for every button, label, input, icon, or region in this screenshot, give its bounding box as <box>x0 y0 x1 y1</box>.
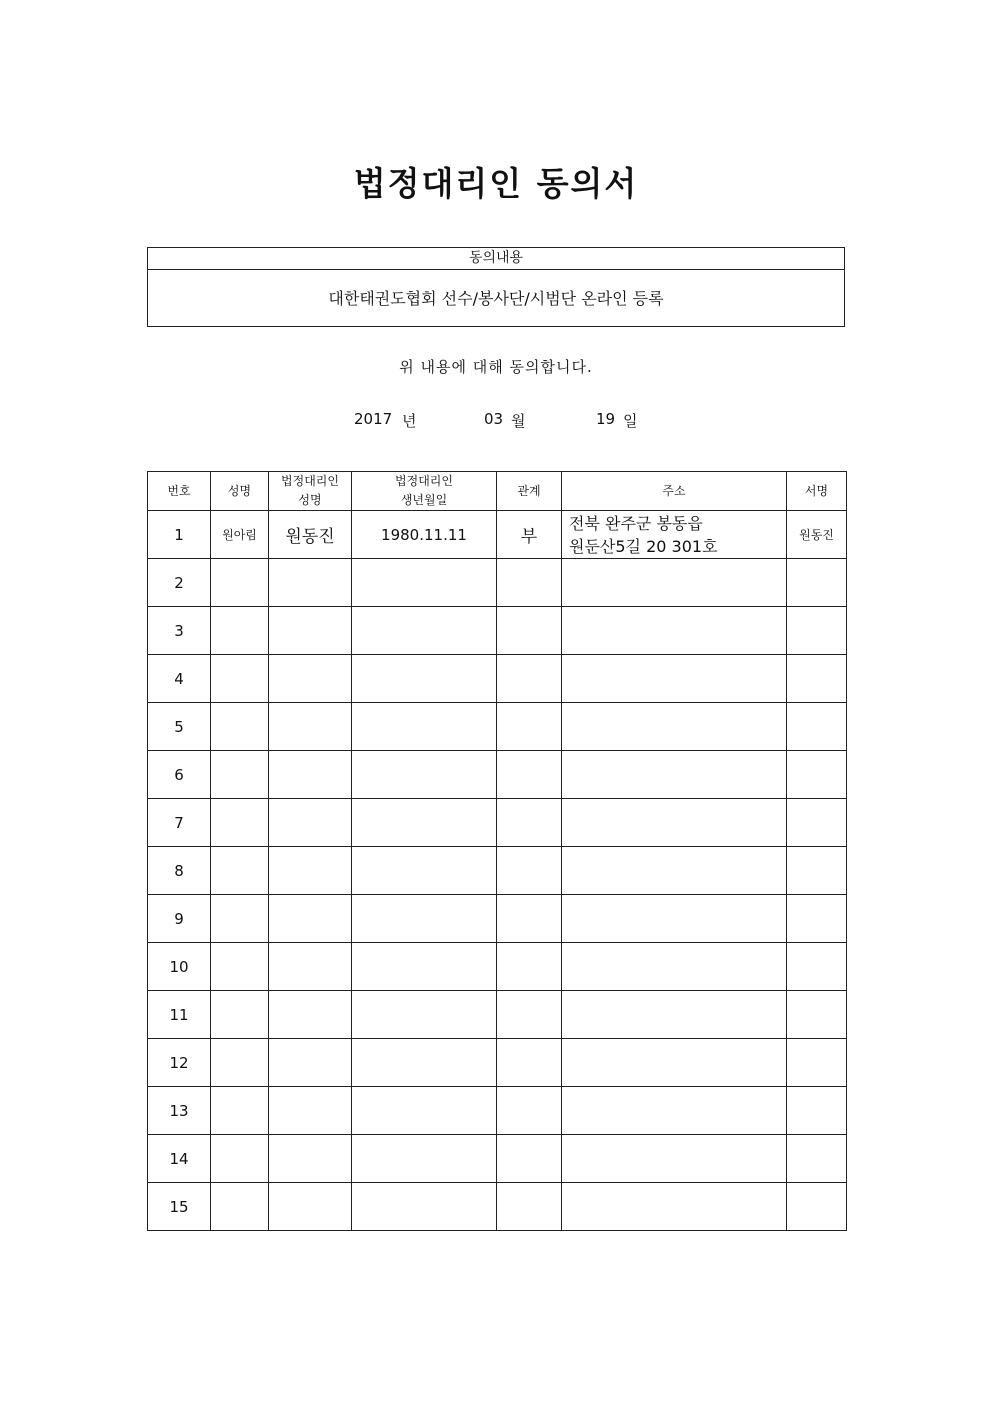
row-name <box>211 751 269 799</box>
row-name <box>211 799 269 847</box>
header-name: 성명 <box>211 472 269 511</box>
row-relation <box>497 895 562 943</box>
row-signature <box>787 607 847 655</box>
row-guardian-birth <box>352 895 497 943</box>
table-row <box>148 1087 847 1135</box>
row-guardian-birth <box>352 703 497 751</box>
row-address <box>562 559 787 607</box>
row-guardian-name <box>269 943 352 991</box>
row-relation <box>497 943 562 991</box>
row-guardian-name <box>269 703 352 751</box>
row-no: 7 <box>148 799 211 847</box>
page-title: 법정대리인 동의서 <box>353 164 639 203</box>
row-guardian-birth <box>352 751 497 799</box>
row-relation <box>497 991 562 1039</box>
header-guardian-birth-line1: 법정대리인 <box>395 474 453 488</box>
row-relation <box>497 751 562 799</box>
table-header-row <box>148 472 847 511</box>
row-no: 10 <box>148 943 211 991</box>
row-guardian-birth <box>352 847 497 895</box>
row-no: 4 <box>148 655 211 703</box>
row-address <box>562 607 787 655</box>
row-no: 3 <box>148 607 211 655</box>
consent-content: 대한태권도협회 선수/봉사단/시범단 온라인 등록 <box>328 289 664 308</box>
row-guardian-birth <box>352 991 497 1039</box>
row-guardian-name <box>269 559 352 607</box>
table-row <box>148 991 847 1039</box>
row-relation <box>497 1135 562 1183</box>
header-signature: 서명 <box>787 472 847 511</box>
row-guardian-name <box>269 847 352 895</box>
row-address <box>562 799 787 847</box>
row-guardian-name <box>269 799 352 847</box>
row-address <box>562 1039 787 1087</box>
row-name <box>211 943 269 991</box>
header-guardian-name <box>269 472 352 511</box>
date-year-unit: 년 <box>402 412 417 430</box>
row-signature <box>787 655 847 703</box>
row-address <box>562 511 787 559</box>
row-relation <box>497 847 562 895</box>
table-row <box>148 655 847 703</box>
row-address-line1: 전북 완주군 봉동읍 <box>569 513 703 533</box>
header-guardian-name-line2: 성명 <box>298 493 322 507</box>
row-relation: 부 <box>497 511 562 559</box>
row-guardian-birth <box>352 1039 497 1087</box>
row-name <box>211 991 269 1039</box>
row-guardian-name <box>269 655 352 703</box>
row-name <box>211 1087 269 1135</box>
row-no: 15 <box>148 1183 211 1231</box>
row-address <box>562 943 787 991</box>
header-relation: 관계 <box>497 472 562 511</box>
row-guardian-name <box>269 1135 352 1183</box>
row-name <box>211 1039 269 1087</box>
row-signature <box>787 1183 847 1231</box>
row-signature: 원동진 <box>787 511 847 559</box>
table-row <box>148 1183 847 1231</box>
date-day-unit: 일 <box>623 412 638 430</box>
consent-box <box>147 247 845 327</box>
row-address <box>562 847 787 895</box>
consent-header: 동의내용 <box>148 248 844 270</box>
row-guardian-birth <box>352 943 497 991</box>
row-relation <box>497 799 562 847</box>
row-relation <box>497 559 562 607</box>
row-name <box>211 1183 269 1231</box>
row-no: 5 <box>148 703 211 751</box>
row-relation <box>497 655 562 703</box>
table-row <box>148 895 847 943</box>
row-guardian-birth <box>352 559 497 607</box>
row-address <box>562 703 787 751</box>
row-address-line2: 원둔산5길 20 301호 <box>569 536 718 556</box>
row-guardian-birth <box>352 1183 497 1231</box>
row-guardian-birth <box>352 607 497 655</box>
table-row <box>148 799 847 847</box>
date-month: 03 <box>484 410 504 428</box>
header-guardian-birth <box>352 472 497 511</box>
row-guardian-name <box>269 1087 352 1135</box>
row-signature <box>787 895 847 943</box>
row-signature <box>787 847 847 895</box>
table-row <box>148 1039 847 1087</box>
table-row <box>148 847 847 895</box>
row-no: 8 <box>148 847 211 895</box>
row-no: 9 <box>148 895 211 943</box>
row-signature <box>787 1135 847 1183</box>
row-name <box>211 895 269 943</box>
table-row <box>148 943 847 991</box>
row-no: 2 <box>148 559 211 607</box>
row-guardian-name <box>269 895 352 943</box>
row-signature <box>787 991 847 1039</box>
date-month-unit: 월 <box>511 412 526 430</box>
row-address <box>562 1183 787 1231</box>
row-relation <box>497 1039 562 1087</box>
date-day: 19 <box>596 410 616 428</box>
table-row <box>148 559 847 607</box>
row-relation <box>497 703 562 751</box>
table-row <box>148 703 847 751</box>
table-row <box>148 511 847 559</box>
row-signature <box>787 703 847 751</box>
row-relation <box>497 1183 562 1231</box>
row-guardian-name <box>269 1183 352 1231</box>
row-signature <box>787 1087 847 1135</box>
row-address <box>562 895 787 943</box>
row-guardian-name: 원동진 <box>269 511 352 559</box>
row-guardian-name <box>269 751 352 799</box>
header-no: 번호 <box>148 472 211 511</box>
row-name <box>211 847 269 895</box>
row-no: 13 <box>148 1087 211 1135</box>
row-guardian-name <box>269 607 352 655</box>
row-name <box>211 607 269 655</box>
row-signature <box>787 1039 847 1087</box>
row-signature <box>787 559 847 607</box>
row-guardian-name <box>269 991 352 1039</box>
date-year: 2017 <box>354 410 393 428</box>
row-no: 11 <box>148 991 211 1039</box>
table-row <box>148 1135 847 1183</box>
row-relation <box>497 607 562 655</box>
row-no: 12 <box>148 1039 211 1087</box>
row-name <box>211 703 269 751</box>
row-signature <box>787 799 847 847</box>
agreement-text: 위 내용에 대해 동의합니다. <box>399 358 593 376</box>
row-guardian-birth <box>352 799 497 847</box>
row-name: 원아림 <box>211 511 269 559</box>
row-no: 6 <box>148 751 211 799</box>
row-address <box>562 751 787 799</box>
table-row <box>148 607 847 655</box>
header-guardian-name-line1: 법정대리인 <box>281 474 339 488</box>
table-row <box>148 751 847 799</box>
row-name <box>211 1135 269 1183</box>
row-guardian-birth <box>352 655 497 703</box>
row-guardian-birth <box>352 1087 497 1135</box>
row-name <box>211 559 269 607</box>
guardian-table <box>147 471 847 1231</box>
row-address <box>562 991 787 1039</box>
header-address: 주소 <box>562 472 787 511</box>
header-guardian-birth-line2: 생년월일 <box>400 493 448 507</box>
row-relation <box>497 1087 562 1135</box>
row-guardian-birth: 1980.11.11 <box>352 511 497 559</box>
row-guardian-name <box>269 1039 352 1087</box>
row-address <box>562 655 787 703</box>
row-signature <box>787 751 847 799</box>
row-address <box>562 1087 787 1135</box>
row-no: 14 <box>148 1135 211 1183</box>
row-no: 1 <box>148 511 211 559</box>
row-signature <box>787 943 847 991</box>
row-name <box>211 655 269 703</box>
row-address <box>562 1135 787 1183</box>
row-guardian-birth <box>352 1135 497 1183</box>
